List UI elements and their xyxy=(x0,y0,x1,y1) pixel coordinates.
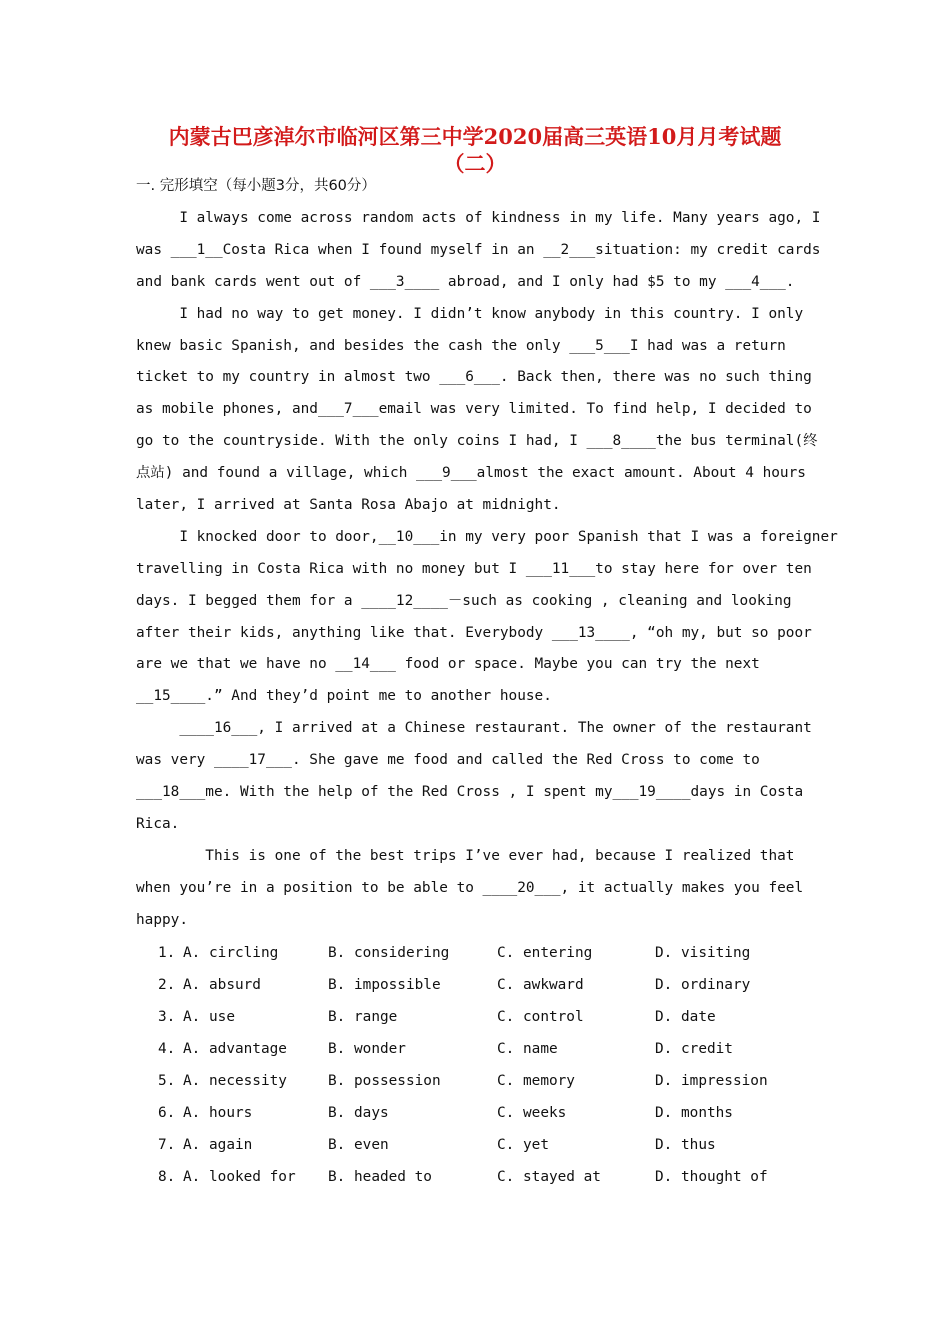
option-row xyxy=(136,1167,836,1199)
question-number: 2. xyxy=(158,977,176,993)
document-title: 内蒙古巴彦淖尔市临河区第三中学2020届高三英语10月月考试题 xyxy=(168,124,782,149)
option-d: D. credit xyxy=(655,1041,733,1057)
option-a: A. use xyxy=(183,1009,235,1025)
passage-line: happy. xyxy=(136,911,188,928)
option-row xyxy=(136,1103,836,1135)
passage-line: 点站) and found a village, which ___9___almost the exact amount. About 4 hours xyxy=(136,465,806,482)
option-row xyxy=(136,1039,836,1071)
option-d: D. impression xyxy=(655,1073,768,1089)
option-d: D. thought of xyxy=(655,1169,768,1185)
option-b: B. headed to xyxy=(328,1169,432,1185)
passage-line: days. I begged them for a ____12____－such as cooking , cleaning and looking xyxy=(136,592,792,609)
passage-line: and bank cards went out of ___3____ abroad, and I only had $5 to my ___4___. xyxy=(136,273,795,290)
option-row xyxy=(136,943,836,975)
passage-line: when you’re in a position to be able to ____20___, it actually makes you feel xyxy=(136,879,804,896)
section-heading: 一. 完形填空（每小题3分，共60分） xyxy=(136,178,376,194)
option-a: A. again xyxy=(183,1137,253,1153)
option-b: B. days xyxy=(328,1105,389,1121)
option-b: B. impossible xyxy=(328,977,441,993)
option-c: C. control xyxy=(497,1009,584,1025)
option-c: C. yet xyxy=(497,1137,549,1153)
option-d: D. thus xyxy=(655,1137,716,1153)
option-c: C. weeks xyxy=(497,1105,567,1121)
passage-line: I always come across random acts of kindness in my life. Many years ago, I xyxy=(136,210,821,226)
passage-line: knew basic Spanish, and besides the cash the only ___5___I had was a return xyxy=(136,337,786,354)
passage-line: I knocked door to door,__10___in my very poor Spanish that I was a foreigner xyxy=(136,528,838,545)
option-c: C. memory xyxy=(497,1073,575,1089)
passage-line: ticket to my country in almost two ___6___. Back then, there was no such thing xyxy=(136,369,812,386)
option-b: B. possession xyxy=(328,1073,441,1089)
option-row xyxy=(136,1071,836,1103)
option-d: D. months xyxy=(655,1105,733,1121)
passage-line: are we that we have no __14___ food or space. Maybe you can try the next xyxy=(136,656,760,673)
passage-line: go to the countryside. With the only coins I had, I ___8____the bus terminal(终 xyxy=(136,433,818,450)
passage-line: later, I arrived at Santa Rosa Abajo at midnight. xyxy=(136,497,561,514)
question-number: 6. xyxy=(158,1105,176,1121)
option-d: D. visiting xyxy=(655,945,751,961)
option-c: C. entering xyxy=(497,945,593,961)
option-row xyxy=(136,1135,836,1167)
option-b: B. even xyxy=(328,1137,389,1153)
option-c: C. name xyxy=(497,1041,558,1057)
option-b: B. range xyxy=(328,1009,398,1025)
document-title-continued: （二） xyxy=(443,151,507,176)
answer-options xyxy=(136,943,836,1199)
option-a: A. advantage xyxy=(183,1041,287,1057)
question-number: 7. xyxy=(158,1137,176,1153)
question-number: 5. xyxy=(158,1073,176,1089)
passage-line: ____16___, I arrived at a Chinese restaurant. The owner of the restaurant xyxy=(136,720,812,737)
passage-line: was ___1__Costa Rica when I found myself in an __2___situation: my credit cards xyxy=(136,241,821,258)
option-a: A. looked for xyxy=(183,1169,296,1185)
passage-line: after their kids, anything like that. Everybody ___13____, “oh my, but so poor xyxy=(136,624,812,641)
option-b: B. considering xyxy=(328,945,450,961)
option-a: A. necessity xyxy=(183,1073,287,1089)
passage-line: as mobile phones, and___7___email was very limited. To find help, I decided to xyxy=(136,401,812,418)
question-number: 1. xyxy=(158,945,176,961)
option-a: A. absurd xyxy=(183,977,261,993)
option-c: C. awkward xyxy=(497,977,584,993)
passage-line: Rica. xyxy=(136,815,180,832)
question-number: 3. xyxy=(158,1009,176,1025)
option-d: D. ordinary xyxy=(655,977,751,993)
passage-line: ___18___me. With the help of the Red Cross , I spent my___19____days in Costa xyxy=(136,784,804,801)
option-d: D. date xyxy=(655,1009,716,1025)
option-b: B. wonder xyxy=(328,1041,406,1057)
cloze-passage xyxy=(136,208,836,941)
option-row xyxy=(136,975,836,1007)
option-c: C. stayed at xyxy=(497,1169,601,1185)
option-a: A. circling xyxy=(183,945,279,961)
option-a: A. hours xyxy=(183,1105,253,1121)
option-row xyxy=(136,1007,836,1039)
question-number: 4. xyxy=(158,1041,176,1057)
passage-line: This is one of the best trips I’ve ever had, because I realized that xyxy=(136,847,795,864)
passage-line: I had no way to get money. I didn’t know anybody in this country. I only xyxy=(136,305,804,322)
passage-line: __15____.” And they’d point me to another house. xyxy=(136,688,552,705)
passage-line: travelling in Costa Rica with no money but I ___11___to stay here for over ten xyxy=(136,560,812,577)
passage-line: was very ____17___. She gave me food and called the Red Cross to come to xyxy=(136,752,760,769)
question-number: 8. xyxy=(158,1169,176,1185)
